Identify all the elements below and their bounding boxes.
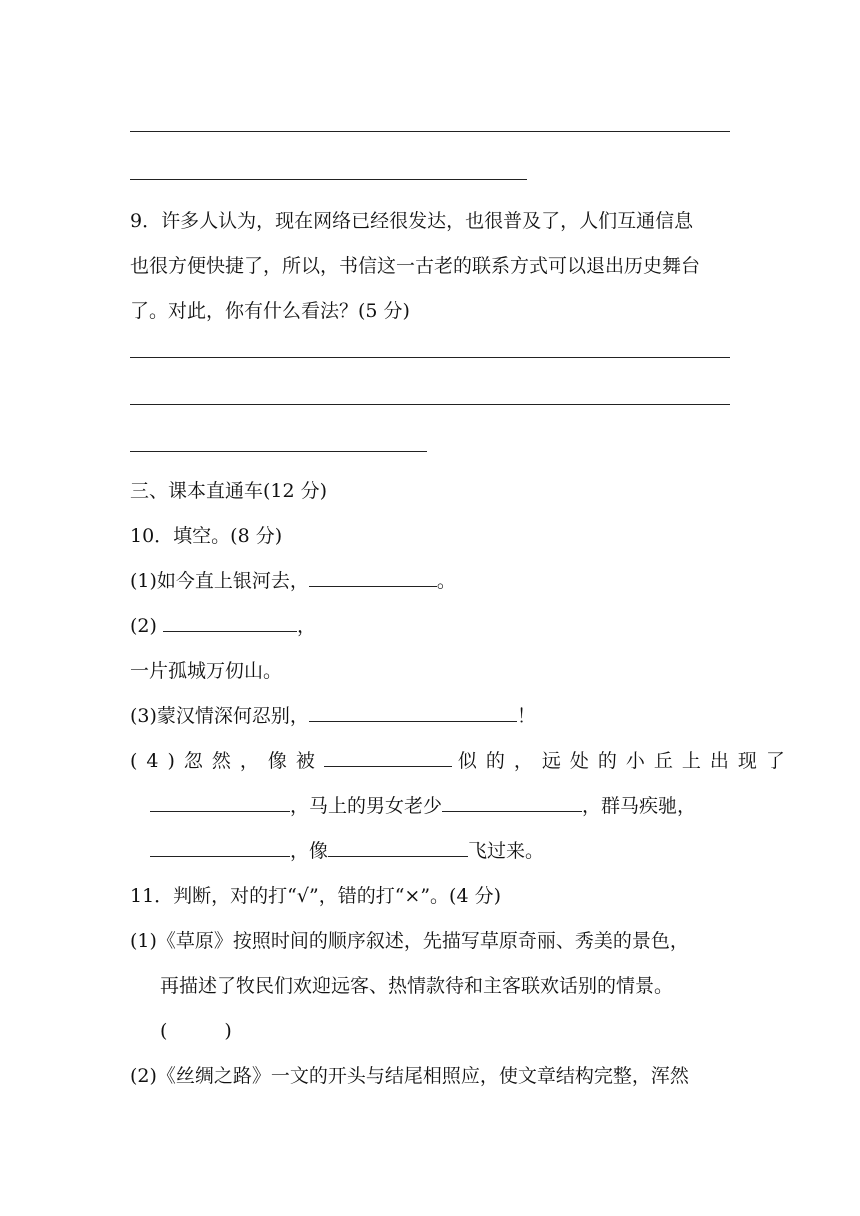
q10-item-1 bbox=[130, 566, 456, 593]
fill-blank[interactable] bbox=[442, 793, 582, 812]
q10-item-4-text-3: ，群马疾驰， bbox=[582, 795, 697, 817]
q10-item-2 bbox=[130, 611, 316, 638]
q10-item-2-line-2: 一片孤城万仞山。 bbox=[130, 660, 283, 682]
q11-item-1-line-1: (1)《草原》按照时间的顺序叙述，先描写草原奇丽、秀美的景色， bbox=[130, 930, 689, 952]
q10-item-2-end: ， bbox=[296, 615, 316, 637]
answer-line bbox=[130, 357, 730, 358]
q10-item-1-text: (1)如今直上银河去， bbox=[130, 570, 309, 592]
q10-item-4-text: (4)忽然，像被 bbox=[130, 750, 324, 772]
q10-item-2-text: (2) bbox=[130, 615, 163, 637]
q10-item-4-line-2 bbox=[150, 791, 696, 818]
fill-blank[interactable] bbox=[163, 613, 297, 632]
answer-line bbox=[130, 451, 427, 452]
fill-blank[interactable] bbox=[150, 838, 290, 857]
q11-item-1-line-2: 再描述了牧民们欢迎远客、热情款待和主客联欢话别的情景。 bbox=[160, 975, 674, 997]
q11-item-1-answer-paren[interactable]: ( ) bbox=[160, 1020, 232, 1042]
q11-title: 11．判断，对的打“√”，错的打“×”。(4 分) bbox=[130, 885, 502, 907]
q10-item-1-end: 。 bbox=[436, 570, 456, 592]
q10-item-3-end: ！ bbox=[516, 705, 536, 727]
q10-item-4-line-3 bbox=[150, 836, 544, 863]
q10-item-4-text-4: ，像 bbox=[290, 840, 329, 862]
q9-text-line-2: 也很方便快捷了，所以，书信这一古老的联系方式可以退出历史舞台 bbox=[130, 255, 701, 277]
q10-item-3 bbox=[130, 701, 536, 728]
fill-blank[interactable] bbox=[309, 703, 517, 722]
q10-item-4-mid: 似的，远处的小丘上出现了 bbox=[457, 750, 794, 772]
q10-item-4-text-2: ，马上的男女老少 bbox=[290, 795, 443, 817]
q10-item-3-text: (3)蒙汉情深何忍别， bbox=[130, 705, 309, 727]
q9-text-line-3: 了。对此，你有什么看法？(5 分) bbox=[130, 300, 410, 322]
q11-item-2-line-1: (2)《丝绸之路》一文的开头与结尾相照应，使文章结构完整，浑然 bbox=[130, 1065, 689, 1087]
section-heading: 三、课本直通车(12 分) bbox=[130, 480, 328, 502]
answer-line bbox=[130, 179, 527, 180]
fill-blank[interactable] bbox=[150, 793, 290, 812]
fill-blank[interactable] bbox=[324, 748, 452, 767]
fill-blank[interactable] bbox=[328, 838, 468, 857]
answer-line bbox=[130, 404, 730, 405]
q10-item-4 bbox=[130, 746, 794, 773]
fill-blank[interactable] bbox=[309, 568, 437, 587]
q9-text-line-1: 9．许多人认为，现在网络已经很发达，也很普及了，人们互通信息 bbox=[130, 210, 694, 232]
q10-title: 10．填空。(8 分) bbox=[130, 525, 283, 547]
q10-item-4-text-5: 飞过来。 bbox=[468, 840, 545, 862]
answer-line bbox=[130, 131, 730, 132]
